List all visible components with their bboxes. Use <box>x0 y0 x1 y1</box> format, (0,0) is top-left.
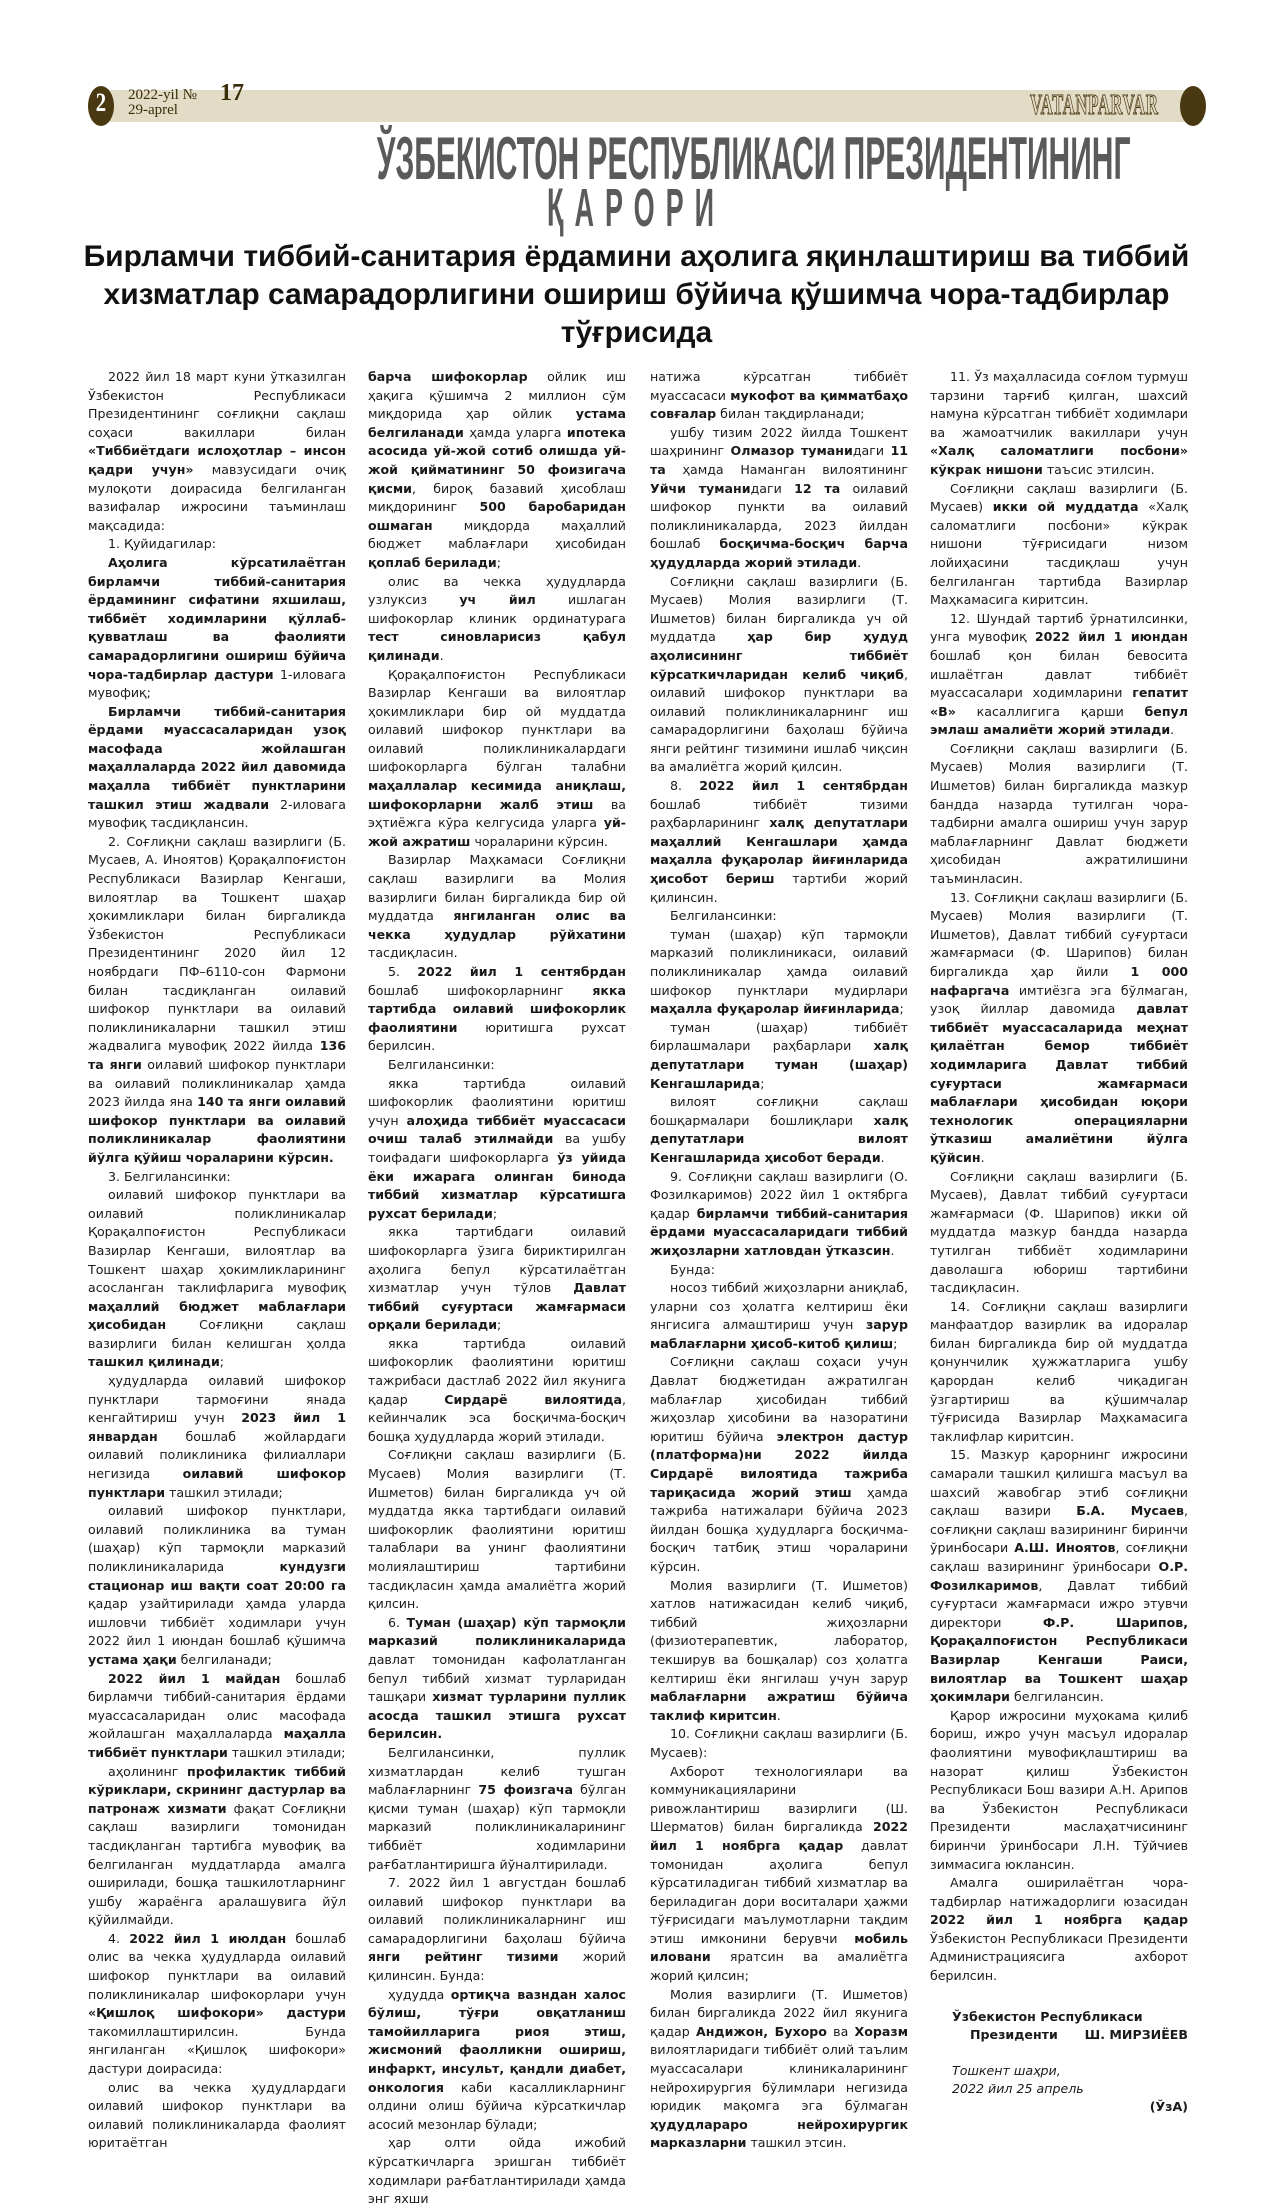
paragraph <box>368 1056 626 1075</box>
text: 6. <box>388 1614 407 1630</box>
paragraph <box>930 1446 1188 1706</box>
bold-text: «Тиббиётдаги ислоҳотлар – инсон қадри учун» <box>88 443 346 477</box>
text: 1. Қуйидагилар: <box>108 536 217 552</box>
bold-text: оилавий шифокор пунктлари <box>88 1466 347 1500</box>
text: миқдорда маҳаллий бюджет маблағлари ҳисобидан <box>368 517 626 552</box>
text: . <box>980 1149 985 1165</box>
bold-text: 140 та янги оилавий шифокор пунктлари ва оилавий поликлиникалар фаолиятини йўлга қўйиш чораларини кўрсин. <box>88 1094 346 1165</box>
bold-text: 1 000 нафаргача <box>930 964 1188 998</box>
paragraph <box>368 1335 626 1447</box>
paragraph <box>650 1353 908 1576</box>
bold-text: алоҳида тиббиёт муассасаси очиш талаб этилмайди <box>368 1112 626 1147</box>
text: . <box>1170 722 1175 738</box>
bold-text: Б.А. Мусаев <box>1076 1503 1184 1519</box>
text: такомиллаштирилсин. Бунда янгиланган «Қишлоқ шифокори» дастури доирасида: <box>88 2023 346 2077</box>
paragraph <box>650 1986 908 2153</box>
issue-date: 29-aprel <box>128 102 178 118</box>
text: ташкил этсин. <box>746 2135 847 2151</box>
paragraph <box>930 740 1188 889</box>
text: , бироқ базавий ҳисоблаш миқдорининг <box>368 480 626 515</box>
text: Белгилансинки, пуллик хизматлардан келиб тушган маблағларнинг <box>368 1744 626 1798</box>
bold-text: барча шифокорлар <box>368 369 528 384</box>
paragraph <box>650 1168 908 1261</box>
bold-text: бепул эмлаш амалиёти жорий этилади <box>930 703 1188 738</box>
article-column-3 <box>650 368 908 2153</box>
issue-year: 2022-yil № <box>128 87 197 103</box>
newspaper-logo: VATANPARVAR <box>1030 90 1159 121</box>
text: якка тартибда оилавий шифокорлик фаолиятини юритиш тажрибаси дастлаб 2022 йил якунига қадар <box>368 1335 626 1407</box>
text: давлат томонидан аҳолига бепул кўрсатиладиган тиббий хизматлар ва бериладиган дори воситалари ҳажми тўғрисидаги маълумотларни тақдим этиш имконини берувчи <box>650 1837 908 1946</box>
text: Ахборот технологиялари ва коммуникацияларини ривожлантириш вазирлиги (Ш. Шерматов) билан биргаликда <box>650 1763 908 1835</box>
text: ҳамда тажриба натижалари бўйича 2023 йилдан бошқа ҳудудларга босқичма-босқич татбиқ этиш чораларини кўрсин. <box>650 1484 908 1574</box>
text: , Давлат тиббий суғуртаси жамғармаси ижро этувчи директори <box>930 1577 1188 1630</box>
article-column-4 <box>930 368 1188 2116</box>
text: бўлган қисми туман (шаҳар) кўп тармоқли марказий поликлиникаларининг тиббиёт ходимларини рағбатлантиришга йўналтирилади. <box>368 1782 626 1872</box>
text: Амалга оширилаётган чора-тадбирлар натижадорлиги юзасидан <box>930 1875 1188 1909</box>
text: , соғлиқни сақлаш вазирининг ўринбосари <box>930 1540 1188 1574</box>
text: Белгилансинки: <box>670 908 777 924</box>
paragraph <box>650 1261 908 1280</box>
decree-heading-line2: ҚАРОРИ <box>547 178 726 238</box>
text: , соғлиқни сақлаш вазирининг биринчи ўринбосари <box>930 1503 1189 1556</box>
text: 5. <box>388 964 418 979</box>
text: даги <box>750 480 795 496</box>
paragraph <box>368 368 626 573</box>
text: ; <box>492 1205 498 1221</box>
paragraph <box>368 1874 626 1986</box>
text: ташкил этилади; <box>165 1484 283 1500</box>
issue-number: 17 <box>220 80 244 106</box>
bold-text: 2022 йил 1 майдан <box>108 1670 281 1686</box>
paragraph <box>88 1930 346 2079</box>
bold-text: 2023 йил 1 январдан <box>88 1410 346 1444</box>
paragraph <box>368 1446 626 1613</box>
paragraph <box>88 1372 346 1502</box>
paragraph <box>650 907 908 926</box>
text: . <box>439 647 444 663</box>
bold-text: Олмазор тумани <box>730 443 853 459</box>
text: ҳамда уларга <box>463 424 567 440</box>
paragraph <box>930 1707 1188 1874</box>
paragraph <box>650 777 908 907</box>
signature-block <box>930 2008 1188 2044</box>
bold-text: 2022 йил 1 июндан <box>1034 629 1188 645</box>
column-4-body <box>930 368 1188 1986</box>
text: 14. Соғлиқни сақлаш вазирлиги манфаатдор вазирлик ва идоралар билан биргаликда бир ой муддатда қонунчилик ҳужжатларига ушбу қарордан келиб чиқадиган ўзгартириш ва қўшимчалар тўғрисида Вазирлар Маҳкамасига таклифлар киритсин. <box>930 1298 1188 1444</box>
text: Молия вазирлиги (Т. Ишметов) хатлов натижасидан келиб чиқиб, тиббий жиҳозларни (физиотерапевтик, лаборатор, текширув ва бошқалар) соз ҳолатга келтириш ёки янгилаш учун зарур <box>650 1577 908 1686</box>
text: ташкил этилади; <box>227 1744 346 1760</box>
paragraph <box>88 1186 346 1372</box>
bold-text: 11 та <box>650 443 908 477</box>
bold-text: 2022 йил 1 ноябрга қадар <box>650 1819 908 1853</box>
text: Соғлиқни сақлаш вазирлиги билан келишган ҳолда <box>88 1317 346 1351</box>
bold-text: янги рейтинг тизими <box>368 1949 559 1965</box>
text: Қорақалпоғистон Республикаси Вазирлар Кенгаши ва вилоятлар ҳокимликлари бир ой муддатда оилавий шифокор пунктлари ва оилавий поликлиникалардаги шифокорларга бўлган талабни <box>368 666 626 775</box>
text: ва <box>826 2023 855 2039</box>
bold-text: «Халқ саломатлиги посбони» кўкрак нишони <box>930 443 1188 477</box>
article-column-1 <box>88 368 346 2153</box>
paragraph <box>650 1577 908 1726</box>
bold-text: ортиқча вазндан халос бўлиш, тўғри овқатланиш тамойилларига риоя этиш, жисмоний фаолликни ошириш, инфаркт, инсульт, қандли диабет, онкология <box>368 1986 626 2095</box>
bold-text: Бирламчи тиббий-санитария ёрдами муассасаларидан узоқ масофада жойлашган маҳаллаларда 2022 йил давомида маҳалла тиббиёт пунктларини ташкил этиш жадвали <box>88 703 346 812</box>
text: Соғлиқни сақлаш вазирлиги (Б. Мусаев) Молия вазирлиги (Т. Ишметов) билан биргаликда уч ой муддатда якка тартибдаги оилавий шифокорлик фаолиятини юритиш талаблари ва унинг фаолиятини молиялаштириш тартибини тасдиқласин ҳамда амалиётга жорий қилсин. <box>368 1447 626 1612</box>
text: 3. Белгилансинки: <box>108 1168 231 1184</box>
text: натижа кўрсатган тиббиёт муассасаси <box>650 369 908 403</box>
text: ва ушбу тоифадаги шифокорларга <box>368 1131 626 1165</box>
paragraph <box>650 1763 908 1986</box>
text: Молия вазирлиги (Т. Ишметов) билан биргаликда 2022 йил якунига қадар <box>650 1986 908 2039</box>
page-number: 2 <box>95 88 107 117</box>
bold-text: Хоразм <box>854 2023 909 2039</box>
bold-text: уч йил <box>459 592 536 608</box>
text: 11. Ўз маҳалласида соғлом турмуш тарзини тарғиб қилган, шахсий намуна кўрсатган тиббиёт ходимлари ва жамоатчилик вакиллари учун <box>930 369 1188 440</box>
text: яратсин ва амалиётга жорий қилсин; <box>650 1949 908 1984</box>
text: бошлаб олис ва чекка ҳудудларда оилавий шифокор пунктлари ва оилавий поликлиникалар шифокорлари учун <box>88 1930 346 2002</box>
text: Қарор ижросини муҳокама қилиб бориш, ижро учун масъул идоралар фаолиятини мувофиқлаштириш ва назорат қилиш Ўзбекистон Республикаси Бош вазири А.Н. Арипов ва Ўзбекистон Республикаси Президенти маслаҳатчисининг биринчи ўринбосари Л.Н. Тўйчиев зиммасига юклансин. <box>930 1707 1188 1872</box>
text: 9. Соғлиқни сақлаш вазирлиги (О. Фозилкаримов) 2022 йил 1 октябрга қадар <box>650 1168 908 1221</box>
bold-text: хизмат турларини пуллик асосда ташкил этишга рухсат берилсин. <box>368 1689 626 1742</box>
bold-text: Сирдарё вилоятида <box>444 1391 622 1407</box>
paragraph <box>650 424 908 573</box>
bold-text: зарур маблағларни ҳисоб-китоб қилиш <box>650 1317 908 1351</box>
bold-text: Уйчи тумани <box>650 480 751 496</box>
text: якка тартибдаги оилавий шифокорларга ўзига бириктирилган аҳолига бепул кўрсатилаётган хизматлар учун тўлов <box>368 1224 626 1296</box>
paragraph <box>368 1744 626 1874</box>
text: ; <box>496 554 501 570</box>
bold-text: икки ой муддатда <box>992 499 1139 515</box>
paragraph <box>368 1986 626 2135</box>
text: ҳамда Наманган вилоятининг <box>665 461 908 477</box>
bold-text: босқичма-босқич барча ҳудудларда жорий этилади <box>650 536 908 570</box>
bold-text: Туман (шаҳар) кўп тармоқли марказий поликлиникаларида <box>368 1614 626 1649</box>
text: бошлаб тиббиёт тизими раҳбарларининг <box>650 796 908 831</box>
decree-subtitle: Бирламчи тиббий-санитария ёрдамини аҳолига яқинлаштириш ва тиббий хизматлар самарадорлигини ошириш бўйича қўшимча чора-тадбирлар тўғрисида <box>83 240 1190 349</box>
text: Вазирлар Маҳкамаси Соғлиқни сақлаш вазирлиги ва Молия вазирлиги билан биргаликда бир ой муддатда <box>368 852 626 924</box>
text: 15. Мазкур қарорнинг ижросини самарали ташкил қилишга масъул ва шахсий жавобгар этиб соғлиқни сақлаш вазири <box>930 1447 1188 1519</box>
text: , кейинчалик эса босқичма-босқич бошқа ҳудудларда жорий этилади. <box>368 1391 626 1444</box>
bold-text: маҳалла тиббиёт пунктлари <box>88 1726 346 1760</box>
bold-text: халқ депутатлари маҳаллий Кенгашлари ҳамда маҳалла фуқаролар йиғинларида ҳисобот бериш <box>650 815 908 887</box>
bold-text: Аҳолига кўрсатилаётган бирламчи тиббий-санитария ёрдамининг сифатини яхшилаш, тиббиёт ходимларини қўллаб-қувватлаш ва фаолияти самарадорлигини ошириш бўйича чора-тадбирлар дастури <box>88 554 346 682</box>
text: билан тақдирланади; <box>716 406 865 422</box>
text: ойлик иш ҳақига қўшимча 2 миллион сўм миқдорида ҳар ойлик <box>368 369 626 422</box>
bold-text: ҳар бир ҳудуд аҳолисининг тиббиёт кўрсаткичларидан келиб чиқиб <box>650 629 908 682</box>
bold-text: Ф.Р. Шарипов, Қорақалпоғистон Республикаси Вазирлар Кенгаши Раиси, вилоятлар ва Тошкент шаҳар ҳокимлари <box>930 1614 1188 1705</box>
text: . <box>880 1149 885 1165</box>
text: вилоят соғлиқни сақлаш бошқармалари бошлиқлари <box>650 1094 908 1128</box>
paragraph <box>88 1670 346 1763</box>
bold-text: қоплаб берилади <box>368 554 497 570</box>
bold-text: гепатит «В» <box>930 685 1188 719</box>
bold-text: 2022 йил 1 июлдан <box>129 1930 287 1946</box>
paragraph <box>930 368 1188 480</box>
bold-text: бирламчи тиббий-санитария ёрдами муассасаларидаги тиббий жиҳозларни хатловдан ўтказсин <box>650 1205 908 1258</box>
bold-text: профилактик тиббий кўриклари, скрининг дастурлар ва патронаж хизмати <box>88 1763 346 1816</box>
text: ишлаган шифокорлар клиник ординатурага <box>368 592 626 626</box>
text: Соғлиқни сақлаш соҳаси учун Давлат бюджетидан ажратилган маблағлар ҳисобидан тиббий жиҳозлар ҳисобини ва назоратини юритиш бўйича <box>650 1354 908 1444</box>
paragraph <box>930 480 1188 610</box>
bold-text: ташкил қилинади <box>88 1354 220 1370</box>
text: давлат томонидан кафолатланган бепул тиббий хизмат турларидан ташқари <box>368 1651 626 1705</box>
bold-text: маблағларни ажратиш бўйича таклиф киритсин <box>650 1689 908 1723</box>
paragraph <box>88 368 346 535</box>
text: тасдиқласин. <box>368 945 458 961</box>
text: ; <box>899 1001 904 1017</box>
decree-heading-line1: ЎЗБЕКИСТОН РЕСПУБЛИКАСИ ПРЕЗИДЕНТИНИНГ <box>376 125 1131 192</box>
text: олис ва чекка ҳудудларда узлуксиз <box>368 573 626 608</box>
paragraph <box>88 554 346 703</box>
bold-text: уй-жой ажратиш <box>368 815 626 849</box>
paragraph <box>368 1075 626 1224</box>
text: белгиланади; <box>176 1651 272 1667</box>
text: ; <box>893 1335 898 1351</box>
text: ва эҳтиёжга кўра келгусида уларга <box>368 796 626 831</box>
text: Соғлиқни сақлаш вазирлиги (Б. Мусаев) Молия вазирлиги (Т. Ишметов) билан биргаликда мазкур бандда назарда тутилган чора-тадбирни амалга ошириш учун зарур маблағларнинг Давлат бюджети ҳисобидан ажратилишини таъминласин. <box>930 740 1188 887</box>
text: оилавий шифокор пунктлари ва оилавий поликлиникалар ҳамда 2023 йилда яна <box>88 1056 346 1110</box>
bold-text: 2022 йил 1 сентябрдан <box>699 778 908 794</box>
bold-text: 2022 йил 1 ноябрга қадар <box>930 1912 1188 1928</box>
text: юритишга рухсат берилсин. <box>368 1019 626 1054</box>
bold-text: Давлат тиббий суғуртаси жамғармаси орқали берилади <box>368 1280 626 1333</box>
paragraph <box>368 1614 626 1744</box>
bold-text: 136 та янги <box>88 1038 346 1072</box>
text: 10. Соғлиқни сақлаш вазирлиги (Б. Мусаев): <box>650 1726 908 1760</box>
text: ; <box>760 1075 765 1091</box>
text: ; <box>219 1354 225 1370</box>
text: фақат Соғлиқни сақлаш вазирлиги томонидан тасдиқланган тартибга мувофиқ ва белгиланган муддатларда амалга оширилади, бошқа ташкилотларнинг ушбу жараёнга аралашувига йўл қўйилмайди. <box>88 1800 346 1928</box>
article-column-2 <box>368 368 626 2209</box>
text: 1-иловага мувофиқ; <box>88 666 346 701</box>
text: бошлаб бирламчи тиббий-санитария ёрдами муассасаларидан олис масофада жойлашган маҳаллаларда <box>88 1670 346 1742</box>
signature-row <box>952 2026 1188 2044</box>
paragraph <box>88 1168 346 1187</box>
text: олис ва чекка ҳудудлардаги оилавий шифокор пунктлари ва оилавий поликлиникаларда фаолият юритаётган <box>88 2079 346 2151</box>
text: 8. <box>670 778 700 794</box>
text: белгилансин. <box>1010 1689 1104 1705</box>
paragraph <box>930 1168 1188 1298</box>
paragraph <box>930 1874 1188 1986</box>
signing-place-date <box>930 2062 1188 2098</box>
issue-info <box>128 80 244 118</box>
bold-text: «Қишлоқ шифокори» дастури <box>88 2005 346 2021</box>
text: 4. <box>108 1930 130 1946</box>
text: 2. Соғлиқни сақлаш вазирлиги (Б. Мусаев, А. Иноятов) Қорақалпоғистон Республикаси Вазирлар Кенгаши, вилоятлар ва Тошкент шаҳар ҳокимликлари билан биргаликда Ўзбекистон Республикаси Президентининг 2020 йил 12 ноябрдаги ПФ–6110-сон Фармони билан тасдиқланган оилавий шифокор пунктлари ва оилавий поликлиникаларни ташкил этиш жадвалига мувофиқ 2022 йилда <box>88 833 346 1054</box>
text: имтиёзга эга бўлмаган, узоқ йиллар давомида <box>930 982 1188 1017</box>
bold-text: ўз уйида ёки ижарага олинган бинода тиббий хизматлар кўрсатишга рухсат берилади <box>368 1149 626 1221</box>
news-agency-credit: (ЎзА) <box>1149 2098 1188 2114</box>
paragraph <box>88 1502 346 1669</box>
text: «Халқ саломатлиги посбони» кўкрак нишони тўғрисидаги низом лойиҳасини тасдиқлаш учун белгиланган тартибда Вазирлар Маҳкамасига киритсин. <box>930 499 1188 608</box>
text: оилавий шифокор пунктлари, оилавий поликлиника ва туман (шаҳар) кўп тармоқли марказий поликлиникаларида <box>88 1503 346 1574</box>
paragraph <box>88 833 346 1168</box>
paragraph <box>650 573 908 778</box>
text: туман (шаҳар) кўп тармоқли марказий поликлиникаси, оилавий поликлиникалар ҳамда оилавий шифокор пунктлари мудирлари <box>650 926 908 998</box>
text: Соғлиқни сақлаш вазирлиги (Б. Мусаев) <box>930 480 1188 515</box>
text: , оилавий шифокор пунктлари ва оилавий поликлиникаларнинг иш самарадорлигини баҳолаш бўйича янги рейтинг тизимини ишлаб чиқсин ва амалиётга жорий қилсин. <box>650 666 908 775</box>
bold-text: 500 баробаридан ошмаган <box>368 499 626 533</box>
bold-text: давлат тиббиёт муассасаларида меҳнат қилаётган бемор тиббиёт ходимларига Давлат тиббий суғуртаси жамғармаси маблағлари ҳисобидан юқори технологик операцияларни ўтказиш амалиётини йўлга қўйсин <box>930 1001 1188 1165</box>
text: ; <box>497 1317 502 1333</box>
bold-text: устама ҳақи <box>88 1651 177 1667</box>
paragraph <box>368 963 626 1056</box>
bold-text: маҳаллалар кесимида аниқлаш, шифокорларни жалб этиш <box>368 778 626 812</box>
paragraph <box>368 666 626 852</box>
text: ушбу тизим 2022 йилда Тошкент шаҳрининг <box>650 424 908 459</box>
paragraph <box>368 1223 626 1335</box>
text: тартиби жорий қилинсин. <box>650 871 908 905</box>
paragraph <box>88 703 346 833</box>
bold-text: 75 фоизгача <box>478 1782 573 1798</box>
decree-heading-karori <box>0 180 1273 236</box>
paragraph <box>368 2134 626 2208</box>
signing-date: 2022 йил 25 апрель <box>952 2080 1084 2096</box>
text: оилавий шифокор пунктлари ва оилавий поликлиникалар Қорақалпоғистон Республикаси Вазирлар Кенгаши, вилоятлар ва Тошкент шаҳар ҳокимликларининг асосланган таклифларига мувофиқ <box>88 1187 346 1296</box>
text: . <box>857 554 862 570</box>
signing-place: Тошкент шаҳри, <box>952 2062 1061 2078</box>
text: бошлаб қон билан бевосита ишлаётган давлат тиббиёт муассасалари ходимларини <box>930 647 1188 701</box>
text: каби касалликларнинг олдини олиш бўйича кўрсаткичлар асосий мезонлар бўлади; <box>368 2079 626 2132</box>
bold-text: устама белгиланади <box>368 406 626 440</box>
signature-role: Президенти <box>970 2026 1058 2042</box>
paragraph <box>930 610 1188 740</box>
paragraph <box>650 1279 908 1353</box>
text: якка тартибда оилавий шифокорлик фаолиятини юритиш учун <box>368 1075 626 1128</box>
paragraph <box>650 1019 908 1093</box>
text: ҳудудларда оилавий шифокор пунктлари тармоғини янада кенгайтириш учун <box>88 1373 346 1426</box>
paragraph <box>650 1093 908 1167</box>
paragraph <box>650 926 908 1019</box>
text: даги <box>852 443 891 459</box>
paragraph <box>650 1725 908 1762</box>
bold-text: ипотека асосида уй-жой сотиб олишда уй-жой қийматининг 50 фоизигача қисми <box>368 424 626 496</box>
text: Соғлиқни сақлаш вазирлиги (Б. Мусаев), Давлат тиббий суғуртаси жамғармаси (Ф. Шарипов) икки ой муддатда мазкур бандда назарда тутилган тиббиёт ходимларини даволашга юбориш тартибини тасдиқласин. <box>930 1168 1188 1296</box>
bold-text: А.Ш. Иноятов <box>1014 1540 1116 1556</box>
text: жорий қилинсин. Бунда: <box>368 1949 626 1984</box>
bold-text: янгиланган олис ва чекка ҳудудлар рўйхатини <box>368 908 627 942</box>
paragraph <box>88 1763 346 1930</box>
text: қадар узайтирилади ҳамда уларда ишловчи тиббиёт ходимлари учун 2022 йил 1 июндан бошлаб қўшимча <box>88 1596 346 1649</box>
text: Белгилансинки: <box>388 1056 495 1072</box>
bold-text: мукофот ва қимматбаҳо совғалар <box>650 387 908 422</box>
bold-text: якка тартибда оилавий шифокорлик фаолиятини <box>368 982 626 1035</box>
bold-text: кундузги стационар иш вақти соат 20:00 га <box>88 1559 346 1593</box>
bold-text: О.Р. Фозилкаримов <box>930 1559 1188 1593</box>
header-bar <box>100 87 1190 122</box>
text: 2022 йил 18 март куни ўтказилган Ўзбекистон Республикаси Президентининг соғлиқни сақлаш соҳаси вакиллари билан <box>88 369 346 440</box>
text: мавзусидаги очиқ мулоқоти доирасида белгиланган вазифалар ижросини таъминлаш мақсадида: <box>88 461 347 533</box>
text: Ўзбекистон Республикаси Президенти Администрациясига ахборот берилсин. <box>930 1930 1188 1984</box>
bold-text: Андижон, Бухоро <box>695 2023 827 2039</box>
text: носоз тиббий жиҳозларни аниқлаб, уларни соз ҳолатга келтириш ёки янгисига алмаштириш учун <box>650 1280 908 1333</box>
text: . <box>776 1707 781 1723</box>
text: бошлаб шифокорларнинг <box>368 982 593 998</box>
bold-text: тест синовларисиз қабул қилинади <box>368 629 626 663</box>
bold-text: маҳалла фуқаролар йиғинларида <box>650 1001 900 1017</box>
text: 13. Соғлиқни сақлаш вазирлиги (Б. Мусаев) Молия вазирлиги (Т. Ишметов), Давлат тиббий суғуртаси жамғармаси (Ф. Шарипов) билан биргаликда ҳар йили <box>930 889 1188 979</box>
bold-text: маҳаллий бюджет маблағлари ҳисобидан <box>88 1298 346 1333</box>
signature-title: Ўзбекистон Республикаси <box>952 2008 1143 2024</box>
bold-text: халқ депутатлари туман (шаҳар) Кенгашларида <box>650 1038 908 1091</box>
text: бошлаб жойлардаги оилавий поликлиника филиаллари негизида <box>88 1428 346 1482</box>
paragraph <box>88 535 346 554</box>
text: чораларини кўрсин. <box>470 833 609 849</box>
signature-name: Ш. МИРЗИЁЕВ <box>1084 2026 1188 2042</box>
bold-text: электрон дастур (платформа)ни 2022 йилда Сирдарё вилоятида тажриба тариқасида жорий этиш <box>650 1428 908 1500</box>
bold-text: 2022 йил 1 сентябрдан <box>417 964 626 979</box>
text: аҳолининг <box>108 1763 187 1779</box>
bold-text: 12 та <box>794 480 841 496</box>
text: вилоятларидаги тиббиёт олий таълим муассасалари клиникаларининг нейрохирургия бўлимлари негизида юридик мақомга эга бўлмаган <box>650 2042 908 2114</box>
text: 12. Шундай тартиб ўрнатилсинки, унга мувофиқ <box>930 610 1188 645</box>
text: ҳар олти ойда ижобий кўрсаткичларга эришган тиббиёт ходимлари рағбатлантирилади ҳамда энг яхши <box>368 2135 626 2207</box>
text: Бунда: <box>670 1261 715 1277</box>
text: касаллигига қарши <box>955 703 1145 719</box>
paragraph <box>368 573 626 666</box>
bold-text: халқ депутатлари вилоят Кенгашларида ҳисобот беради <box>650 1112 908 1165</box>
text: таъсис этилсин. <box>1042 461 1155 477</box>
bold-text: мобиль иловани <box>650 1930 908 1965</box>
bold-text: ҳудудлараро нейрохирургик марказларни <box>650 2116 908 2151</box>
text: Соғлиқни сақлаш вазирлиги (Б. Мусаев) Молия вазирлиги (Т. Ишметов) билан биргаликда уч ой муддатда <box>650 573 908 645</box>
text: ҳудудда <box>388 1986 451 2002</box>
text: оилавий шифокор пункти ва оилавий поликлиникаларда, 2023 йилдан бошлаб <box>650 480 908 552</box>
brand-end-cap <box>1180 86 1206 126</box>
text: . <box>890 1242 895 1258</box>
paragraph <box>930 889 1188 1168</box>
paragraph <box>650 368 908 424</box>
paragraph <box>930 1298 1188 1447</box>
paragraph <box>88 2079 346 2153</box>
paragraph <box>368 851 626 963</box>
text: 2-иловага мувофиқ тасдиқлансин. <box>88 796 346 831</box>
text: 7. 2022 йил 1 августдан бошлаб оилавий шифокор пунктлари ва оилавий поликлиникаларнинг иш самарадорлигини баҳолаш бўйича <box>368 1875 626 1946</box>
text: туман (шаҳар) тиббиёт бирлашмалари раҳбарлари <box>650 1019 908 1054</box>
